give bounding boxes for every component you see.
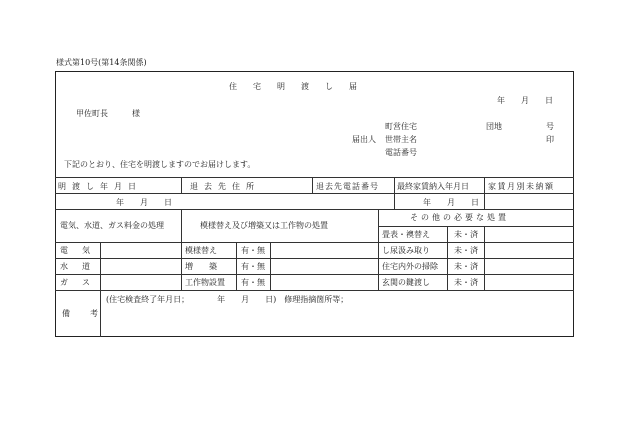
householder-label: 世帯主名 bbox=[385, 135, 417, 144]
other-item-status: 未・済 bbox=[454, 246, 478, 255]
rule-items-3 bbox=[55, 274, 574, 275]
remodel-item-label: 工作物設置 bbox=[185, 278, 225, 287]
seal-label: 印 bbox=[546, 135, 554, 144]
rule-items-1 bbox=[55, 242, 574, 243]
addressee: 甲佐町長 様 bbox=[76, 109, 140, 118]
utility-water: 水 道 bbox=[60, 262, 93, 271]
remarks-label: 備 考 bbox=[62, 309, 104, 318]
remodel-item-label: 増 築 bbox=[185, 262, 217, 271]
rule-table-top bbox=[55, 177, 574, 178]
vacate-date-value: 年 月 日 bbox=[116, 198, 172, 207]
header-new-phone: 退去先電話番号 bbox=[316, 182, 379, 191]
vline-7 bbox=[100, 242, 101, 337]
vline-9 bbox=[270, 242, 271, 290]
vline-1 bbox=[181, 177, 182, 193]
vline-3 bbox=[312, 177, 313, 193]
last-rent-date-value: 年 月 日 bbox=[423, 198, 479, 207]
header-vacate-date: 明渡し年月日 bbox=[58, 182, 142, 191]
other-item-status: 未・済 bbox=[454, 278, 478, 287]
phone-label: 電話番号 bbox=[385, 148, 417, 157]
other-item-label: し尿汲み取り bbox=[382, 246, 430, 255]
danchi-label: 団地 bbox=[486, 122, 502, 131]
rule-items-2 bbox=[55, 258, 574, 259]
applicant-label: 届出人 bbox=[352, 135, 376, 144]
header-other: その他の必要な処置 bbox=[410, 213, 509, 222]
housing-label: 町営住宅 bbox=[385, 122, 417, 131]
rule-header-row bbox=[55, 193, 574, 194]
other-item-status: 未・済 bbox=[454, 230, 478, 239]
vline-5 bbox=[484, 177, 485, 209]
other-item-status: 未・済 bbox=[454, 262, 478, 271]
remodel-item-status: 有・無 bbox=[241, 278, 265, 287]
header-utilities: 電気、水道、ガス料金の処理 bbox=[60, 221, 164, 230]
other-item-label: 玄関の鍵渡し bbox=[382, 278, 430, 287]
remodel-item-status: 有・無 bbox=[241, 246, 265, 255]
remodel-item-status: 有・無 bbox=[241, 262, 265, 271]
rule-date-row bbox=[55, 209, 574, 210]
rule-other-1 bbox=[378, 226, 574, 227]
date-line: 年 月 日 bbox=[497, 96, 553, 105]
vline-6 bbox=[378, 209, 379, 290]
remarks-text: (住宅検査終了年月日； 年 月 日) 修理指摘箇所等； bbox=[106, 295, 349, 304]
rule-items-4 bbox=[55, 290, 574, 291]
other-item-label: 畳表・襖替え bbox=[382, 230, 430, 239]
form-title: 住 宅 明 渡 し 届 bbox=[229, 82, 361, 91]
vline-8 bbox=[236, 242, 237, 290]
vline-4 bbox=[394, 177, 395, 209]
vline-10 bbox=[447, 226, 448, 290]
utility-electric: 電 気 bbox=[60, 246, 93, 255]
header-remodel: 模様替え及び増築又は工作物の処置 bbox=[200, 221, 328, 230]
statement: 下記のとおり、住宅を明渡しますのでお届けします。 bbox=[64, 160, 256, 169]
form-number: 様式第10号(第14条関係) bbox=[56, 58, 147, 67]
utility-gas: ガ ス bbox=[60, 278, 93, 287]
other-item-label: 住宅内外の掃除 bbox=[382, 262, 438, 271]
remodel-item-label: 模様替え bbox=[185, 246, 217, 255]
header-unpaid: 家賃月別未納額 bbox=[488, 182, 555, 191]
go-label: 号 bbox=[546, 122, 554, 131]
vline-11 bbox=[484, 226, 485, 290]
vline-2 bbox=[181, 209, 182, 290]
header-last-rent: 最終家賃納入年月日 bbox=[397, 182, 469, 191]
header-new-address: 退去先住所 bbox=[190, 182, 260, 191]
